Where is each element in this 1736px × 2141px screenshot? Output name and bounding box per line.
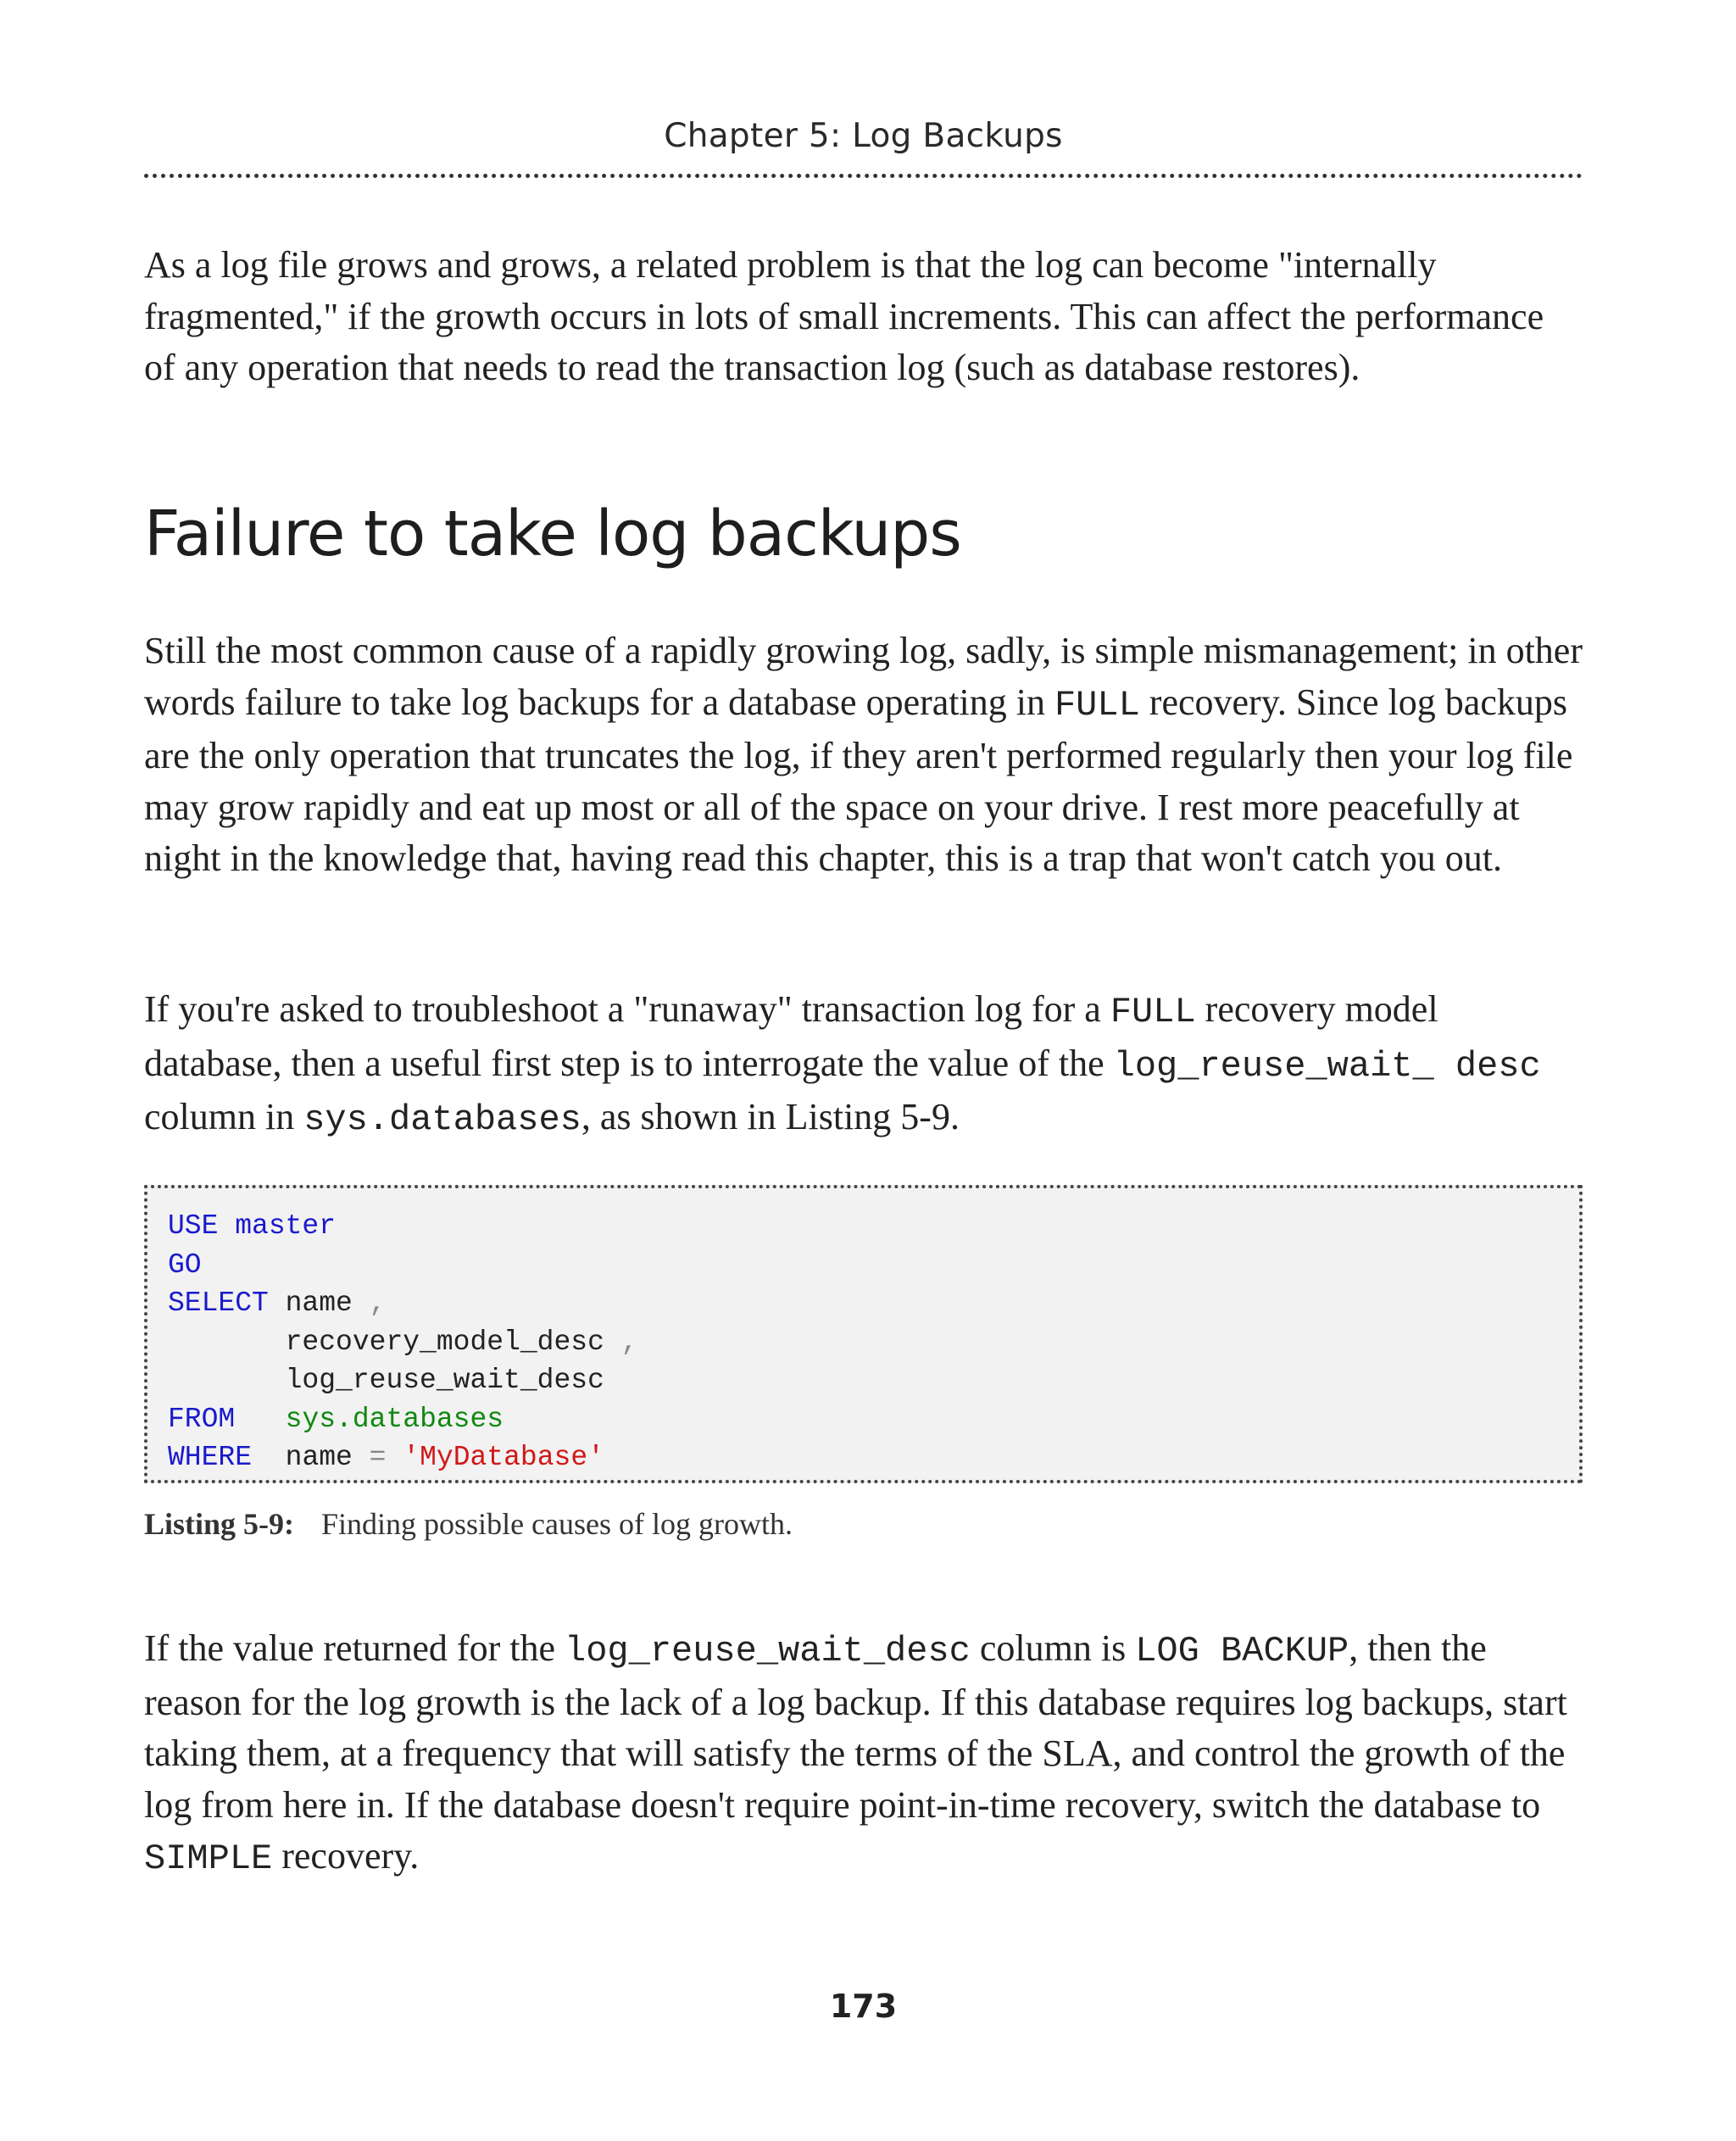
- code-spacing: [386, 1442, 403, 1473]
- sql-identifier: log_reuse_wait_desc: [168, 1365, 604, 1396]
- code-line: [168, 1207, 1579, 1246]
- intro-paragraph: As a log file grows and grows, a related problem is that the log can become "internally fragmented," if the growth occurs in lots of small increments. This can affect the performance of any operation that needs to read the transaction log (such as database restores).: [144, 244, 1544, 388]
- sql-keyword: FROM: [168, 1403, 236, 1435]
- sql-identifier: name: [268, 1287, 370, 1319]
- code-line: [168, 1284, 1579, 1323]
- code-line: [168, 1361, 1579, 1400]
- sql-punctuation: ,: [369, 1287, 387, 1319]
- paragraph-log-backup: [144, 1623, 1583, 1885]
- sql-identifier: recovery_model_desc: [168, 1326, 621, 1358]
- inline-code: LOG BACKUP: [1135, 1631, 1349, 1671]
- section-heading: Failure to take log backups: [144, 498, 961, 570]
- sql-operator: =: [369, 1442, 387, 1473]
- code-line: [168, 1438, 1579, 1477]
- code-line: [168, 1400, 1579, 1439]
- inline-code: FULL: [1054, 684, 1140, 726]
- text-run: recovery.: [272, 1835, 420, 1877]
- inline-code: SIMPLE: [144, 1838, 273, 1879]
- code-listing: [144, 1185, 1583, 1483]
- text-run: , then the reason for the log growth is the lack of a log backup. If this database requires log backups, start taking them, at a frequency that will satisfy the terms of the SLA, and control the growth of the log from here in. If the database doesn't require point-in-time recovery, switch the database to: [144, 1627, 1567, 1826]
- inline-code: log_reuse_wait_desc: [565, 1631, 971, 1671]
- caption-text: Finding possible causes of log growth.: [321, 1507, 793, 1541]
- inline-code: sys.databases: [303, 1099, 581, 1140]
- sql-keyword: USE master: [168, 1210, 337, 1242]
- text-run: Still the most common cause of a rapidly growing log, sadly, is simple mismanagement; in other words failure to take log backups for a database operating in: [144, 630, 1583, 723]
- text-run: If you're asked to troubleshoot a "runaway" transaction log for a: [144, 988, 1110, 1030]
- text-run: , as shown in Listing 5-9.: [581, 1096, 960, 1137]
- listing-caption: [144, 1504, 793, 1543]
- text-run: column is: [970, 1627, 1136, 1669]
- paragraph-troubleshoot: [144, 984, 1583, 1146]
- text-run: If the value returned for the: [144, 1627, 565, 1669]
- sql-string: 'MyDatabase': [403, 1442, 604, 1473]
- inline-code: log_reuse_wait_ desc: [1113, 1045, 1541, 1087]
- sql-keyword: GO: [168, 1248, 202, 1281]
- inline-code: FULL: [1110, 992, 1196, 1032]
- caption-label: Listing 5-9:: [144, 1507, 295, 1541]
- paragraph-mismanagement: [144, 626, 1583, 885]
- text-run: recovery model database, then a useful first step is to interrogate the value of the: [144, 988, 1438, 1084]
- page-number: 173: [829, 1988, 898, 2025]
- text-run: recovery. Since log backups are the only operation that truncates the log, if they aren't performed regularly then your log file may grow rapidly and eat up most or all of the space on your drive. I rest more peacefully at night in the knowledge that, having read this chapter, this is a trap that won't catch you out.: [144, 681, 1573, 879]
- sql-keyword: SELECT: [168, 1287, 269, 1319]
- header-dotted-rule: [144, 174, 1583, 178]
- code-spacing: [235, 1404, 285, 1435]
- code-line: [168, 1323, 1579, 1362]
- sql-object: sys.databases: [285, 1403, 504, 1435]
- sql-keyword: WHERE: [168, 1442, 253, 1473]
- running-header: Chapter 5: Log Backups: [664, 117, 1063, 155]
- code-line: [168, 1246, 1579, 1285]
- sql-identifier: name: [252, 1442, 370, 1473]
- sql-punctuation: ,: [620, 1326, 638, 1358]
- text-run: column in: [144, 1096, 304, 1137]
